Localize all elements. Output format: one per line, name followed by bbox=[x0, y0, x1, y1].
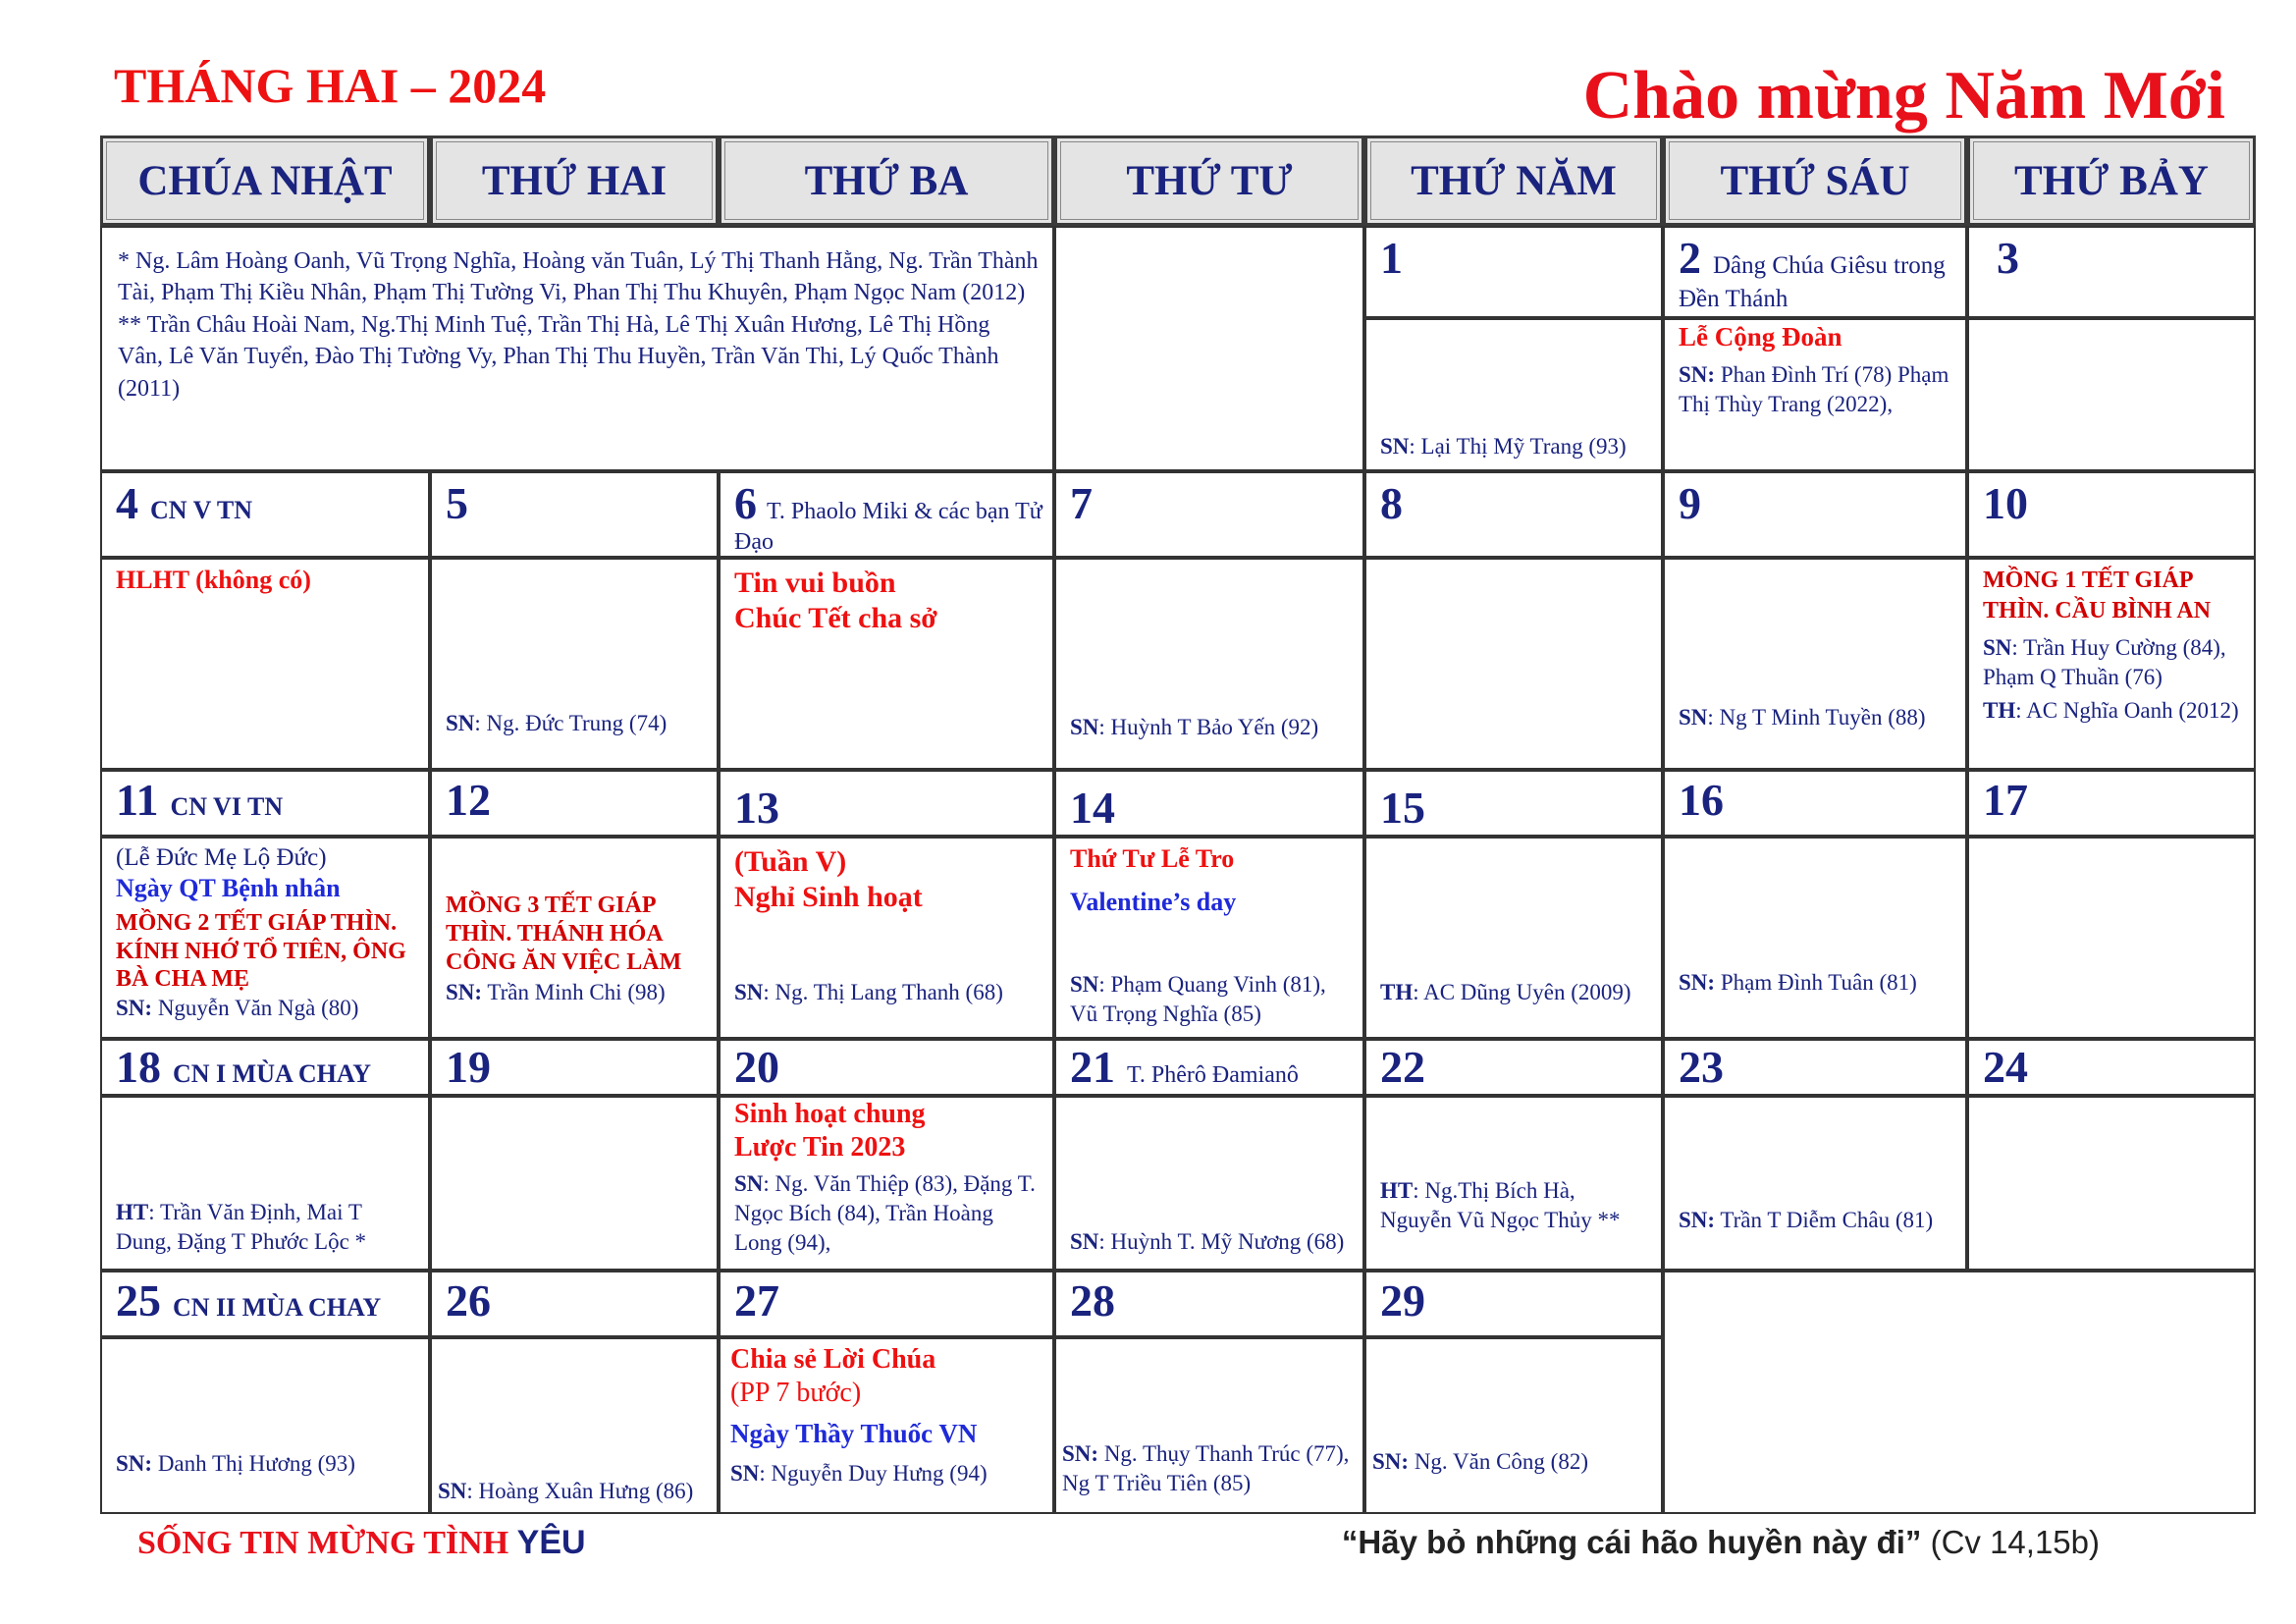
day-4-body bbox=[100, 558, 430, 770]
motto-accent: YÊU bbox=[516, 1524, 586, 1561]
birthday-text: : Ng T Minh Tuyền (88) bbox=[1707, 705, 1926, 731]
day-26-header bbox=[430, 1271, 719, 1337]
day-3-body bbox=[1967, 318, 2256, 471]
day-number: 6 bbox=[734, 478, 757, 528]
day-25-body bbox=[100, 1337, 430, 1514]
feast-text: (Lễ Đức Mẹ Lộ Đức) bbox=[116, 844, 327, 871]
day-8-header bbox=[1364, 471, 1663, 558]
day-number: 22 bbox=[1380, 1042, 1425, 1092]
anniversary-text: : AC Nghĩa Oanh (2012) bbox=[2015, 698, 2239, 724]
feast-text: T. Phaolo Miki & các bạn Tử Đạo bbox=[734, 499, 1042, 556]
day-number: 1 bbox=[1380, 233, 1403, 283]
event-text: Nghỉ Sinh hoạt bbox=[734, 881, 923, 913]
notes-cell bbox=[100, 226, 1054, 471]
feast-text: Dâng Chúa Giêsu trong Đền Thánh bbox=[1679, 252, 1946, 312]
sn-label: SN: bbox=[1679, 970, 1716, 996]
day-17-body bbox=[1967, 837, 2256, 1039]
th-label: TH bbox=[1983, 698, 2016, 724]
day-21-body bbox=[1054, 1096, 1364, 1271]
birthday-text: Trần T Diễm Châu (81) bbox=[1715, 1208, 1934, 1233]
sn-label: SN: bbox=[1679, 1208, 1716, 1233]
weekday-saturday: THỨ BẢY bbox=[1967, 135, 2256, 226]
day-17-header bbox=[1967, 770, 2256, 837]
day-number: 3 bbox=[1997, 233, 2019, 283]
sn-label: SN: bbox=[1372, 1449, 1410, 1475]
day-number: 27 bbox=[734, 1275, 779, 1326]
day-number: 17 bbox=[1983, 775, 2028, 825]
day-29-header bbox=[1364, 1271, 1663, 1337]
sn-label: SN: bbox=[446, 980, 483, 1005]
day-22-body bbox=[1364, 1096, 1663, 1271]
sn-label: SN bbox=[1983, 635, 2012, 661]
day-22-header bbox=[1364, 1039, 1663, 1096]
day-28-body bbox=[1054, 1337, 1364, 1514]
feast-text: CN V TN bbox=[150, 496, 253, 524]
day-7-body bbox=[1054, 558, 1364, 770]
birthday-text: : Nguyễn Duy Hưng (94) bbox=[759, 1461, 988, 1487]
day-number: 9 bbox=[1679, 478, 1701, 528]
birthday-text: : Phạm Quang Vinh (81), Vũ Trọng Nghĩa (85) bbox=[1070, 972, 1326, 1027]
birthday-text: : Ng. Văn Thiệp (83), Đặng T. Ngọc Bích (84), Trần Hoàng Long (94), bbox=[734, 1171, 1036, 1255]
day-18-body bbox=[100, 1096, 430, 1271]
sn-label: SN: bbox=[116, 996, 153, 1021]
weekday-tuesday: THỨ BA bbox=[719, 135, 1054, 226]
sn-label: SN: bbox=[116, 1451, 153, 1477]
day-1-body bbox=[1364, 318, 1663, 471]
day-number: 23 bbox=[1679, 1042, 1724, 1092]
month-title: THÁNG HAI – 2024 bbox=[114, 58, 547, 113]
anniversary-text: : Trần Văn Định, Mai T Dung, Đặng T Phước Lộc * bbox=[116, 1200, 367, 1255]
birthday-text: : Hoàng Xuân Hưng (86) bbox=[466, 1479, 694, 1504]
day-5-header bbox=[430, 471, 719, 558]
event-text: HLHT (không có) bbox=[116, 566, 311, 594]
day-2-header bbox=[1663, 226, 1967, 318]
day-1-header bbox=[1364, 226, 1663, 318]
sn-label: SN bbox=[1070, 1229, 1099, 1255]
birthday-text: Danh Thị Hương (93) bbox=[152, 1451, 355, 1477]
feast-text: CN I MÙA CHAY bbox=[173, 1059, 371, 1088]
event-text: Chia sẻ Lời Chúa bbox=[730, 1344, 936, 1375]
th-label: TH bbox=[1380, 980, 1414, 1005]
event-text: Ngày Thầy Thuốc VN bbox=[730, 1419, 978, 1449]
day-14-body bbox=[1054, 837, 1364, 1039]
event-text: MỒNG 1 TẾT GIÁP THÌN. CẦU BÌNH AN bbox=[1983, 568, 2212, 623]
calendar-grid bbox=[100, 135, 2256, 1514]
day-27-header bbox=[719, 1271, 1054, 1337]
day-15-header bbox=[1364, 770, 1663, 837]
ht-label: HT bbox=[116, 1200, 149, 1225]
day-number: 20 bbox=[734, 1042, 779, 1092]
sn-label: SN: bbox=[1062, 1441, 1099, 1467]
day-5-body bbox=[430, 558, 719, 770]
day-11-header bbox=[100, 770, 430, 837]
event-text: Sinh hoạt chung bbox=[734, 1099, 926, 1129]
day-7-header bbox=[1054, 471, 1364, 558]
event-text: MỒNG 2 TẾT GIÁP THÌN. KÍNH NHỚ TỔ TIÊN, ÔNG BÀ CHA MẸ bbox=[116, 909, 406, 993]
birthday-text: Ng. Văn Công (82) bbox=[1409, 1449, 1588, 1475]
day-number: 4 bbox=[116, 478, 138, 528]
day-25-header bbox=[100, 1271, 430, 1337]
empty-cell bbox=[1663, 1271, 2256, 1514]
day-23-header bbox=[1663, 1039, 1967, 1096]
day-27-body bbox=[719, 1337, 1054, 1514]
day-number: 11 bbox=[116, 775, 159, 825]
sn-label: SN bbox=[1679, 705, 1708, 731]
day-number: 8 bbox=[1380, 478, 1403, 528]
birthday-text: : Lại Thị Mỹ Trang (93) bbox=[1409, 434, 1627, 460]
anniversary-text: : AC Dũng Uyên (2009) bbox=[1413, 980, 1631, 1005]
birthday-text: : Trần Huy Cường (84), Phạm Q Thuần (76) bbox=[1983, 635, 2226, 690]
sn-label: SN bbox=[734, 980, 764, 1005]
day-number: 24 bbox=[1983, 1042, 2028, 1092]
day-number: 5 bbox=[446, 478, 468, 528]
sn-label: SN bbox=[446, 711, 475, 736]
empty-cell bbox=[1054, 226, 1364, 471]
day-18-header bbox=[100, 1039, 430, 1096]
day-23-body bbox=[1663, 1096, 1967, 1271]
event-text: Thứ Tư Lễ Tro bbox=[1070, 844, 1235, 873]
day-6-body bbox=[719, 558, 1054, 770]
birthday-text: Trần Minh Chi (98) bbox=[482, 980, 666, 1005]
weekday-monday: THỨ HAI bbox=[430, 135, 719, 226]
event-text: Ngày QT Bệnh nhân bbox=[116, 874, 341, 903]
weekday-thursday: THỨ NĂM bbox=[1364, 135, 1663, 226]
sn-label: SN bbox=[1380, 434, 1410, 460]
event-text: Lược Tin 2023 bbox=[734, 1131, 906, 1163]
event-text: Chúc Tết cha sở bbox=[734, 602, 937, 634]
day-number: 10 bbox=[1983, 478, 2028, 528]
day-number: 12 bbox=[446, 775, 491, 825]
day-number: 18 bbox=[116, 1042, 161, 1092]
sn-label: SN bbox=[1070, 715, 1099, 740]
quote-reference: (Cv 14,15b) bbox=[1921, 1524, 2100, 1560]
ht-label: HT bbox=[1380, 1178, 1414, 1204]
weekday-sunday: CHÚA NHẬT bbox=[100, 135, 430, 226]
day-number: 21 bbox=[1070, 1042, 1115, 1092]
birthday-text: Phạm Đình Tuân (81) bbox=[1715, 970, 1917, 996]
day-29-body bbox=[1364, 1337, 1663, 1514]
day-number: 26 bbox=[446, 1275, 491, 1326]
day-14-header bbox=[1054, 770, 1364, 837]
day-12-body bbox=[430, 837, 719, 1039]
day-15-body bbox=[1364, 837, 1663, 1039]
day-28-header bbox=[1054, 1271, 1364, 1337]
day-19-body bbox=[430, 1096, 719, 1271]
motto-text: SỐNG TIN MỪNG TÌNH bbox=[137, 1525, 517, 1561]
event-text: Valentine’s day bbox=[1070, 888, 1237, 916]
day-6-header bbox=[719, 471, 1054, 558]
day-20-body bbox=[719, 1096, 1054, 1271]
day-20-header bbox=[719, 1039, 1054, 1096]
day-16-body bbox=[1663, 837, 1967, 1039]
birthday-text: : Ng. Thị Lang Thanh (68) bbox=[763, 980, 1003, 1005]
event-text: (PP 7 bước) bbox=[730, 1377, 862, 1408]
day-24-body bbox=[1967, 1096, 2256, 1271]
day-number: 19 bbox=[446, 1042, 491, 1092]
birthday-text: : Ng. Đức Trung (74) bbox=[474, 711, 667, 736]
note-line-2011: ** Trần Châu Hoài Nam, Ng.Thị Minh Tuệ, Trần Thị Hà, Lê Thị Xuân Hương, Lê Thị Hồng Vân, Lê Văn Tuyển, Đào Thị Tường Vy, Phan Thị Thu Huyền, Trần Văn Thi, Lý Quốc Thành (2011) bbox=[118, 311, 999, 402]
day-number: 2 bbox=[1679, 233, 1701, 283]
day-13-header bbox=[719, 770, 1054, 837]
day-12-header bbox=[430, 770, 719, 837]
day-2-body bbox=[1663, 318, 1967, 471]
birthday-text: Phan Đình Trí (78) Phạm Thị Thùy Trang (2022), bbox=[1679, 362, 1949, 416]
day-11-body bbox=[100, 837, 430, 1039]
footer-motto bbox=[137, 1524, 586, 1562]
feast-text: CN II MÙA CHAY bbox=[173, 1293, 382, 1322]
day-9-header bbox=[1663, 471, 1967, 558]
day-8-body bbox=[1364, 558, 1663, 770]
event-text: (Tuần V) bbox=[734, 845, 847, 878]
day-9-body bbox=[1663, 558, 1967, 770]
day-19-header bbox=[430, 1039, 719, 1096]
day-number: 7 bbox=[1070, 478, 1093, 528]
sn-label: SN bbox=[1070, 972, 1099, 998]
day-13-body bbox=[719, 837, 1054, 1039]
day-number: 13 bbox=[734, 783, 779, 833]
sn-label: SN bbox=[438, 1479, 467, 1504]
feast-text: CN VI TN bbox=[170, 792, 284, 821]
anniversary-text: : Ng.Thị Bích Hà, Nguyễn Vũ Ngọc Thủy ** bbox=[1380, 1178, 1621, 1233]
birthday-text: Ng. Thụy Thanh Trúc (77), Ng T Triều Tiên (85) bbox=[1062, 1441, 1350, 1496]
event-text: MỒNG 3 TẾT GIÁP THÌN. THÁNH HÓA CÔNG ĂN VIỆC LÀM bbox=[446, 893, 682, 975]
day-number: 14 bbox=[1070, 783, 1115, 833]
weekday-wednesday: THỨ TƯ bbox=[1054, 135, 1364, 226]
day-26-body bbox=[430, 1337, 719, 1514]
day-number: 16 bbox=[1679, 775, 1724, 825]
quote-text: “Hãy bỏ những cái hão huyền này đi” bbox=[1341, 1524, 1922, 1560]
footer-quote bbox=[1342, 1524, 2100, 1561]
birthday-text: : Huỳnh T. Mỹ Nương (68) bbox=[1098, 1229, 1345, 1255]
day-number: 28 bbox=[1070, 1275, 1115, 1326]
day-number: 29 bbox=[1380, 1275, 1425, 1326]
day-24-header bbox=[1967, 1039, 2256, 1096]
sn-label: SN bbox=[734, 1171, 764, 1197]
feast-text: T. Phêrô Đamianô bbox=[1127, 1062, 1299, 1088]
note-line-2012: * Ng. Lâm Hoàng Oanh, Vũ Trọng Nghĩa, Hoàng văn Tuân, Lý Thị Thanh Hằng, Ng. Trần Thành Tài, Phạm Thị Kiều Nhân, Phạm Thị Tường Vi, Phan Thị Thu Khuyên, Phạm Ngọc Nam (2012) bbox=[118, 248, 1039, 306]
day-number: 15 bbox=[1380, 783, 1425, 833]
weekday-friday: THỨ SÁU bbox=[1663, 135, 1967, 226]
event-text: Tin vui buồn bbox=[734, 567, 896, 599]
day-number: 25 bbox=[116, 1275, 161, 1326]
day-16-header bbox=[1663, 770, 1967, 837]
day-4-header bbox=[100, 471, 430, 558]
sn-label: SN: bbox=[1679, 362, 1716, 387]
day-10-header bbox=[1967, 471, 2256, 558]
day-3-header bbox=[1967, 226, 2256, 318]
birthday-text: : Huỳnh T Bảo Yến (92) bbox=[1098, 715, 1319, 740]
sn-label: SN bbox=[730, 1461, 760, 1487]
event-text: Lễ Cộng Đoàn bbox=[1679, 322, 1842, 352]
day-21-header bbox=[1054, 1039, 1364, 1096]
day-10-body bbox=[1967, 558, 2256, 770]
new-year-greeting: Chào mừng Năm Mới bbox=[1582, 58, 2225, 134]
birthday-text: Nguyễn Văn Ngà (80) bbox=[152, 996, 359, 1021]
